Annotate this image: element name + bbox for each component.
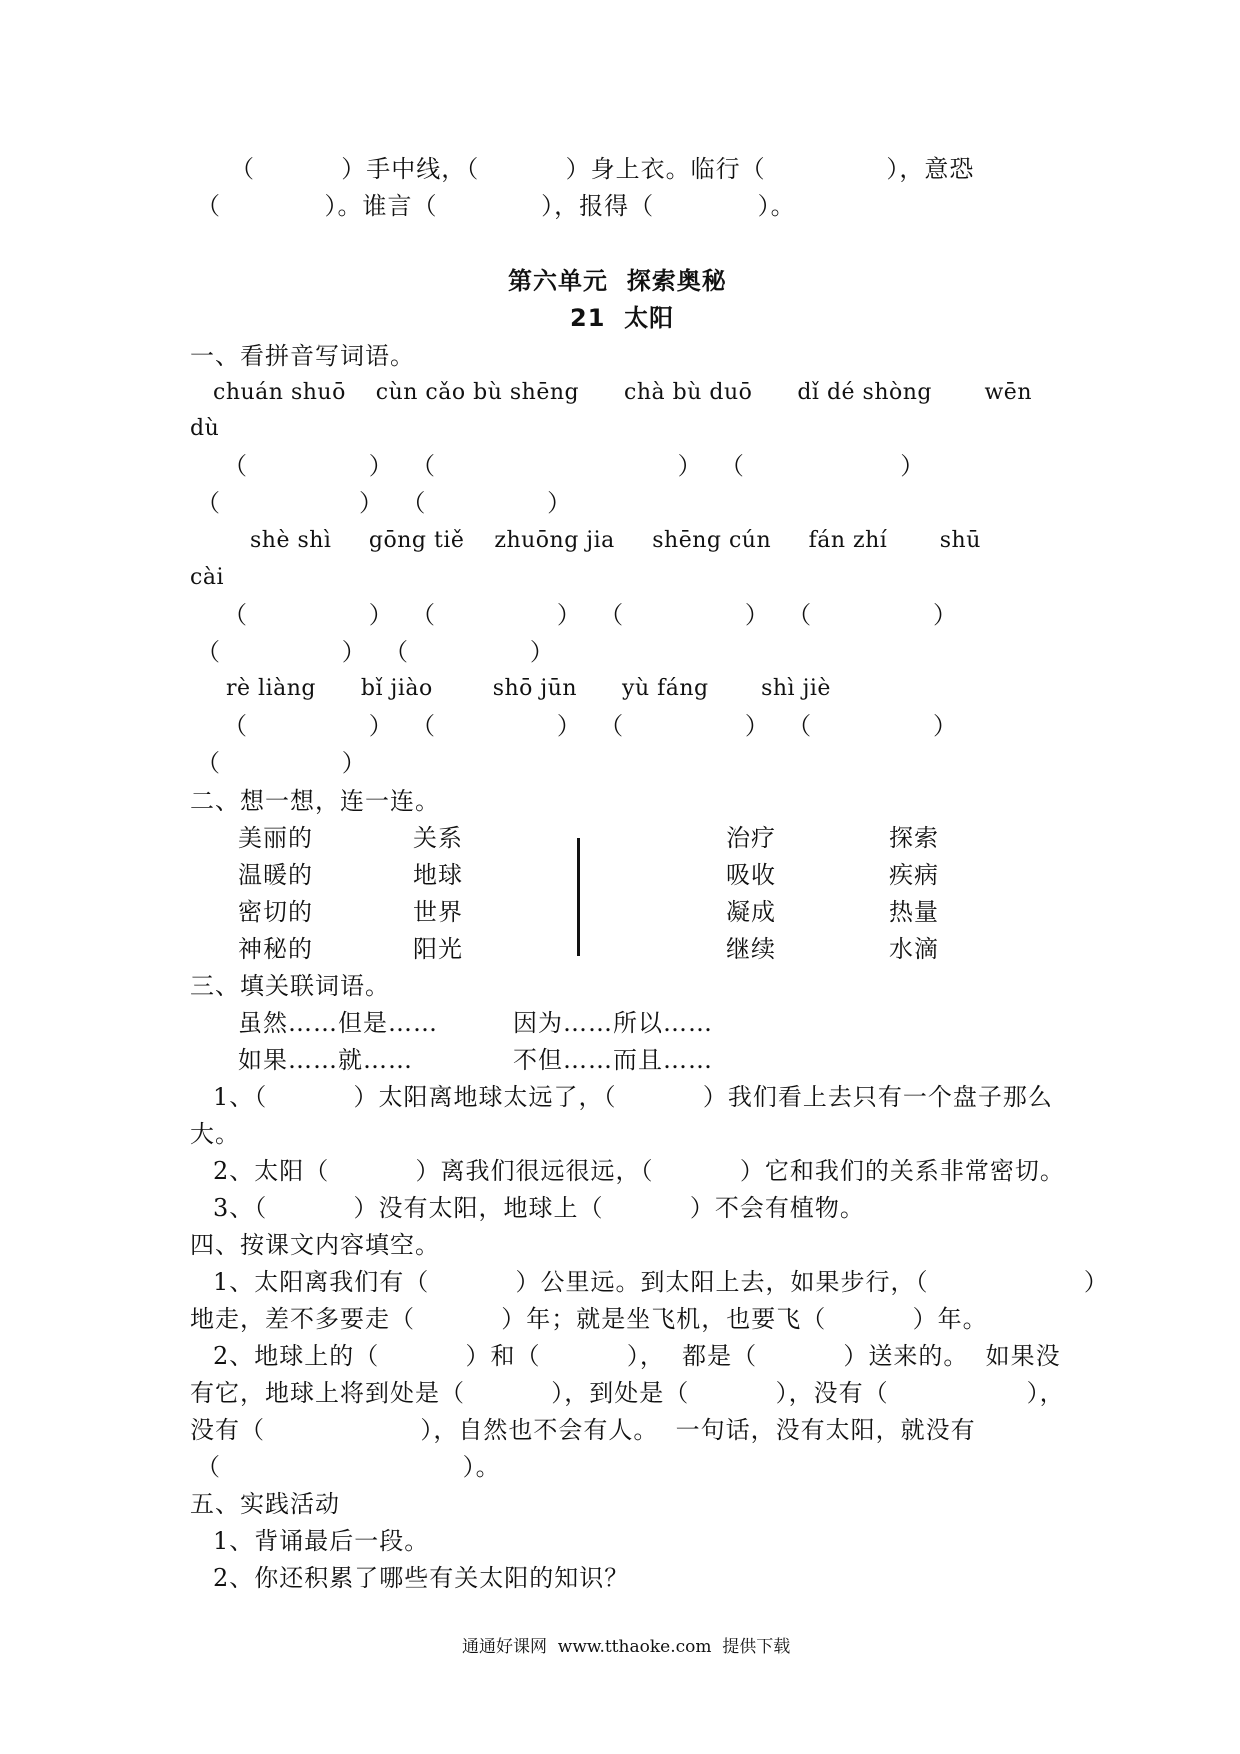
fill-question-2-line-3: 没有（ ），自然也不会有人。 一句话，没有太阳，就没有: [190, 1416, 976, 1444]
lesson-title: 21 太阳: [570, 304, 675, 332]
activity-item-2: 2、你还积累了哪些有关太阳的知识？: [213, 1564, 630, 1592]
blanks-row-2-wrap: （ ） （ ）: [196, 638, 555, 666]
conjunction-question-1-wrap: 大。: [190, 1120, 240, 1148]
match-left-word-2: 温暖的: [238, 861, 313, 889]
section-3-heading: 三、填关联词语。: [190, 972, 390, 1000]
conjunction-pair-1: 虽然……但是……: [238, 1009, 438, 1037]
fill-question-1-line-2: 地走，差不多要走（ ）年；就是坐飞机，也要飞（ ）年。: [190, 1305, 988, 1333]
match-right-word-4: 继续: [726, 935, 776, 963]
pinyin-row-2-wrap: cài: [190, 565, 224, 590]
poem-line-1: （ ）手中线，（ ）身上衣。临行（ ），意恐: [230, 155, 975, 183]
fill-question-1-line-1: 1、太阳离我们有（ ）公里远。到太阳上去，如果步行，（ ）: [213, 1268, 1109, 1296]
match-left-target-1: 关系: [413, 824, 463, 852]
conjunction-question-1: 1、（ ）太阳离地球太远了，（ ）我们看上去只有一个盘子那么: [213, 1083, 1053, 1111]
match-left-target-3: 世界: [413, 898, 463, 926]
match-right-target-1: 探索: [889, 824, 939, 852]
blanks-row-3: （ ） （ ） （ ） （ ）: [223, 712, 958, 740]
match-right-target-4: 水滴: [889, 935, 939, 963]
pinyin-row-3: rè liàng bǐ jiào shō jūn yù fáng shì jiè: [226, 676, 831, 701]
poem-line-2: （ ）。谁言（ ），报得（ ）。: [196, 192, 796, 220]
match-right-target-3: 热量: [889, 898, 939, 926]
match-right-target-2: 疾病: [889, 861, 939, 889]
match-left-target-2: 地球: [413, 861, 463, 889]
conjunction-pair-3: 如果……就……: [238, 1046, 413, 1074]
match-right-word-3: 凝成: [726, 898, 776, 926]
fill-question-2-line-2: 有它，地球上将到处是（ ），到处是（ ），没有（ ），: [190, 1379, 1065, 1407]
match-right-word-2: 吸收: [726, 861, 776, 889]
match-left-word-4: 神秘的: [238, 935, 313, 963]
match-right-word-1: 治疗: [726, 824, 776, 852]
conjunction-question-3: 3、（ ）没有太阳，地球上（ ）不会有植物。: [213, 1194, 865, 1222]
footer-credit: 通通好课网 www.tthaoke.com 提供下载: [462, 1637, 791, 1657]
section-1-heading: 一、看拼音写词语。: [190, 342, 415, 370]
fill-question-2-line-1: 2、地球上的（ ）和（ ）， 都是（ ）送来的。 如果没: [213, 1342, 1061, 1370]
section-5-heading: 五、实践活动: [190, 1490, 340, 1518]
match-left-word-1: 美丽的: [238, 824, 313, 852]
conjunction-question-2: 2、太阳（ ）离我们很远很远，（ ）它和我们的关系非常密切。: [213, 1157, 1065, 1185]
blanks-row-2: （ ） （ ） （ ） （ ）: [223, 601, 958, 629]
pinyin-row-2: shè shì gōng tiě zhuōng jia shēng cún fán zhí shū: [250, 528, 981, 553]
pinyin-row-1-wrap: dù: [190, 416, 220, 441]
unit-title: 第六单元 探索奥秘: [508, 267, 727, 295]
blanks-row-1-wrap: （ ） （ ）: [196, 489, 573, 517]
blanks-row-3-wrap: （ ）: [196, 749, 367, 777]
activity-item-1: 1、背诵最后一段。: [213, 1527, 430, 1555]
pinyin-row-1: chuán shuō cùn cǎo bù shēng chà bù duō dǐ dé shòng wēn: [213, 380, 1032, 405]
blanks-row-1: （ ） （ ） （ ）: [223, 452, 926, 480]
conjunction-pair-2: 因为……所以……: [513, 1009, 713, 1037]
section-2-heading: 二、想一想，连一连。: [190, 787, 440, 815]
match-left-word-3: 密切的: [238, 898, 313, 926]
conjunction-pair-4: 不但……而且……: [513, 1046, 713, 1074]
section-4-heading: 四、按课文内容填空。: [190, 1231, 440, 1259]
fill-question-2-line-4: （ ）。: [196, 1453, 501, 1481]
divider-line: [577, 838, 580, 956]
match-left-target-4: 阳光: [413, 935, 463, 963]
